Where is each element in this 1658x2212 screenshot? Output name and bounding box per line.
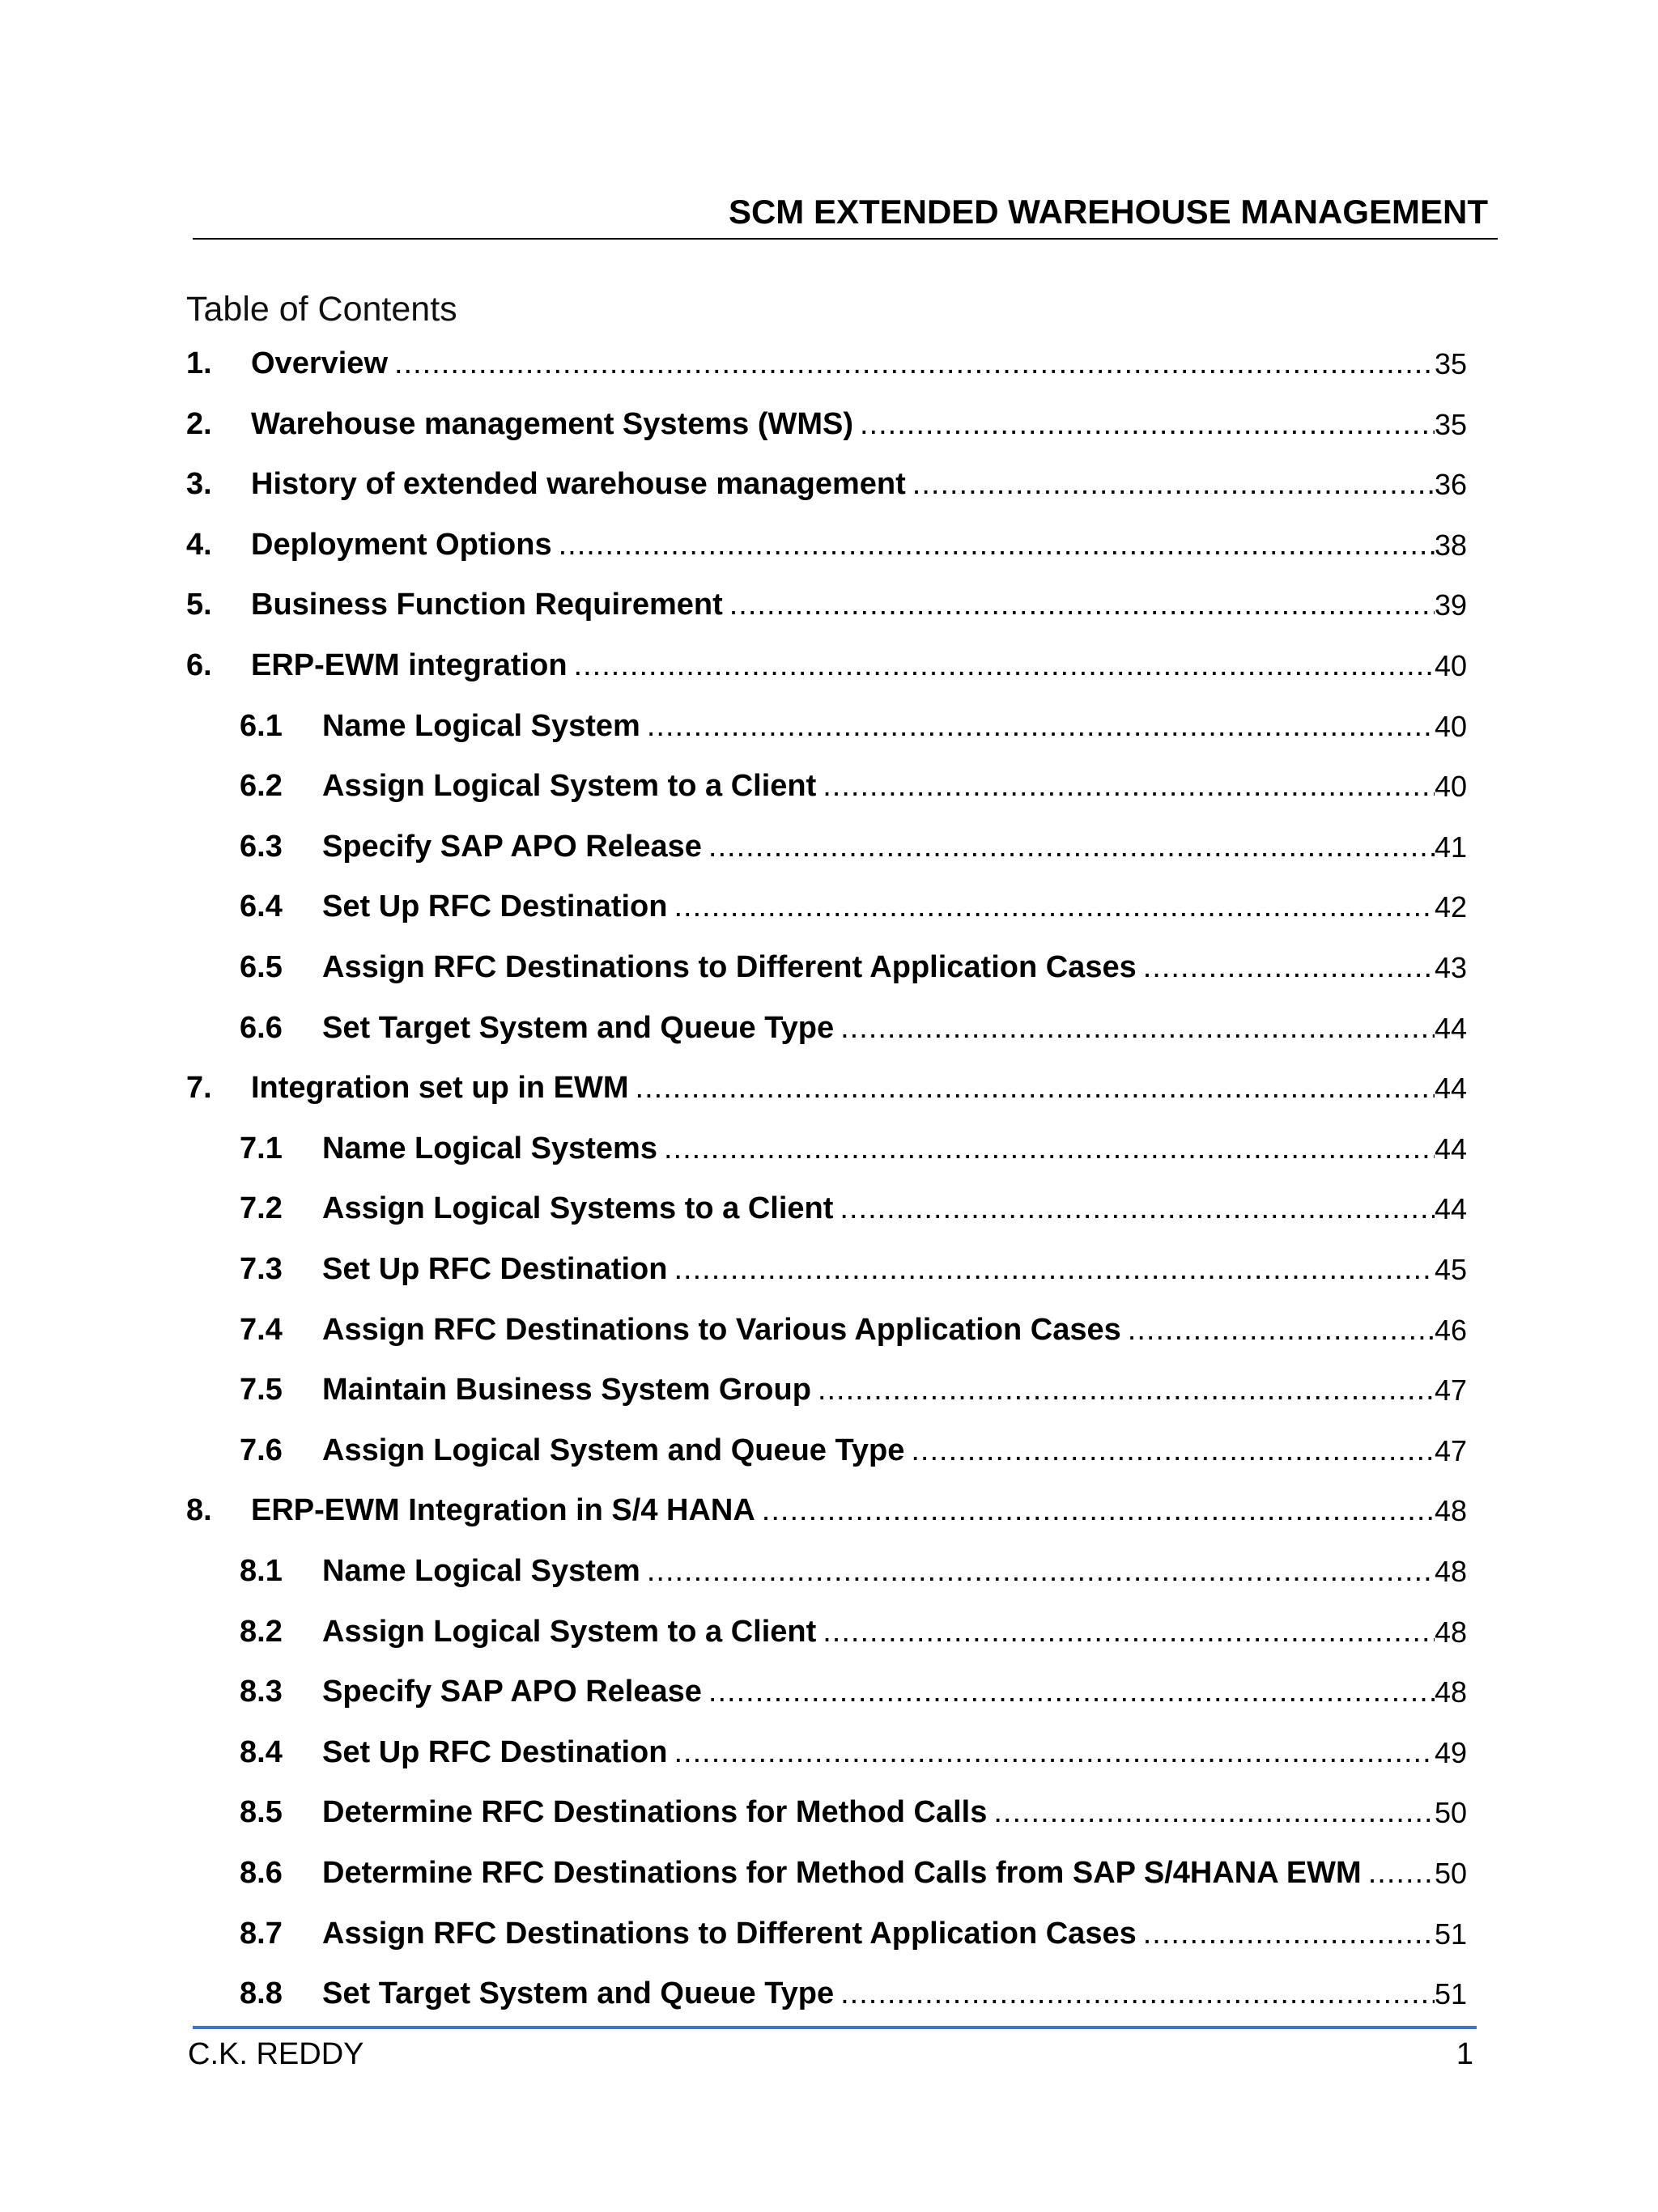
toc-entry-number: 3.: [186, 467, 212, 501]
toc-entry[interactable]: [240, 1719, 1467, 1768]
toc-entry-number: 5.: [186, 588, 212, 622]
toc-entry-page: 44: [1434, 1192, 1467, 1225]
toc-entry-page: 46: [1434, 1314, 1467, 1347]
toc-entry-title: Assign RFC Destinations to Different Application Cases: [322, 950, 1137, 984]
toc-entry-number: 7.6: [240, 1433, 283, 1467]
toc-entry-page: 47: [1434, 1373, 1467, 1407]
toc-entry-number: 8.2: [240, 1615, 283, 1649]
toc-dot-leader: [574, 650, 1435, 681]
toc-entry-page: 36: [1434, 468, 1467, 501]
toc-entry-number: 6.6: [240, 1011, 283, 1045]
toc-entry[interactable]: [240, 1236, 1467, 1284]
toc-entry[interactable]: [186, 1055, 1467, 1103]
toc-dot-leader: [818, 1374, 1435, 1405]
toc-dot-leader: [840, 1978, 1435, 2009]
toc-entry[interactable]: [240, 1417, 1467, 1466]
toc-entry-page: 38: [1434, 529, 1467, 562]
toc-dot-leader: [1143, 1918, 1435, 1949]
toc-dot-leader: [559, 529, 1435, 560]
toc-entry-number: 2.: [186, 407, 212, 441]
toc-entry-number: 8.1: [240, 1554, 283, 1588]
toc-entry-page: 49: [1434, 1736, 1467, 1769]
toc-entry-title: Specify SAP APO Release: [322, 830, 702, 864]
toc-entry-page: 48: [1434, 1555, 1467, 1588]
toc-entry-number: 6.3: [240, 830, 283, 864]
toc-dot-leader: [708, 831, 1435, 862]
toc-entry-title: Name Logical System: [322, 709, 640, 743]
toc-dot-leader: [840, 1193, 1435, 1224]
toc-entry-title: Assign RFC Destinations to Different Application Cases: [322, 1917, 1137, 1951]
toc-entry[interactable]: [186, 391, 1467, 439]
toc-entry-page: 45: [1434, 1253, 1467, 1286]
toc-dot-leader: [912, 469, 1435, 499]
toc-dot-leader: [823, 1616, 1435, 1647]
toc-entry-number: 7.1: [240, 1131, 283, 1165]
toc-entry-title: Specify SAP APO Release: [322, 1675, 702, 1709]
toc-dot-leader: [647, 1556, 1435, 1586]
toc-entry-title: Overview: [251, 346, 388, 380]
toc-entry-number: 7.: [186, 1071, 212, 1105]
toc-entry[interactable]: [240, 813, 1467, 862]
toc-entry-page: 40: [1434, 649, 1467, 682]
toc-entry-page: 44: [1434, 1012, 1467, 1045]
toc-entry-page: 43: [1434, 951, 1467, 984]
toc-dot-leader: [1128, 1314, 1435, 1345]
toc-dot-leader: [1143, 952, 1435, 983]
toc-entry-number: 8.7: [240, 1917, 283, 1951]
footer-divider: [193, 2026, 1477, 2029]
toc-entry-page: 35: [1434, 347, 1467, 380]
toc-entry[interactable]: [240, 1840, 1467, 1888]
toc-entry-title: ERP-EWM Integration in S/4 HANA: [251, 1493, 755, 1527]
toc-entry-title: Set Up RFC Destination: [322, 889, 668, 923]
toc-entry-number: 7.3: [240, 1252, 283, 1286]
toc-dot-leader: [1368, 1857, 1435, 1888]
toc-entry-page: 39: [1434, 588, 1467, 622]
toc-entry[interactable]: [186, 571, 1467, 620]
toc-entry-page: 44: [1434, 1072, 1467, 1105]
toc-entry-number: 1.: [186, 346, 212, 380]
toc-entry-title: ERP-EWM integration: [251, 648, 568, 682]
toc-entry-title: Set Target System and Queue Type: [322, 1976, 835, 2010]
toc-entry[interactable]: [240, 873, 1467, 922]
toc-entry[interactable]: [240, 693, 1467, 741]
toc-entry-number: 8.8: [240, 1976, 283, 2010]
toc-entry-title: Set Up RFC Destination: [322, 1252, 668, 1286]
toc-entry-number: 4.: [186, 528, 212, 562]
toc-entry-title: Warehouse management Systems (WMS): [251, 407, 853, 441]
toc-entry-number: 6.2: [240, 769, 283, 803]
toc-dot-leader: [647, 711, 1435, 741]
toc-entry-number: 8.5: [240, 1795, 283, 1829]
toc-heading: Table of Contents: [186, 290, 457, 329]
footer-author: C.K. REDDY: [188, 2037, 364, 2071]
toc-entry[interactable]: [240, 1598, 1467, 1647]
toc-entry-page: 50: [1434, 1857, 1467, 1890]
document-title: SCM EXTENDED WAREHOUSE MANAGEMENT: [728, 193, 1488, 231]
toc-entry-number: 7.5: [240, 1373, 283, 1407]
toc-entry-page: 51: [1434, 1917, 1467, 1951]
toc-entry-number: 6.: [186, 648, 212, 682]
toc-entry-title: Assign Logical System to a Client: [322, 1615, 817, 1649]
toc-entry-page: 48: [1434, 1675, 1467, 1709]
toc-dot-leader: [394, 348, 1435, 379]
toc-entry[interactable]: [240, 1297, 1467, 1345]
toc-entry-number: 8.: [186, 1493, 212, 1527]
toc-entry-number: 7.2: [240, 1191, 283, 1225]
toc-entry-title: Determine RFC Destinations for Method Calls: [322, 1795, 988, 1829]
toc-dot-leader: [762, 1495, 1435, 1526]
toc-entry-title: Business Function Requirement: [251, 588, 723, 622]
toc-entry-number: 6.1: [240, 709, 283, 743]
toc-entry-number: 6.4: [240, 889, 283, 923]
toc-entry[interactable]: [240, 753, 1467, 801]
toc-entry-number: 8.6: [240, 1856, 283, 1890]
toc-entry-title: Integration set up in EWM: [251, 1071, 629, 1105]
toc-entry-title: Maintain Business System Group: [322, 1373, 811, 1407]
toc-entry[interactable]: [240, 1538, 1467, 1586]
toc-entry[interactable]: [186, 1477, 1467, 1526]
toc-entry[interactable]: [240, 1356, 1467, 1405]
toc-dot-leader: [993, 1797, 1435, 1828]
footer-page-number: 1: [1456, 2037, 1473, 2071]
toc-entry-title: Determine RFC Destinations for Method Calls from SAP S/4HANA EWM: [322, 1856, 1362, 1890]
toc-entry-page: 48: [1434, 1615, 1467, 1649]
toc-dot-leader: [664, 1133, 1435, 1164]
toc-entry[interactable]: [186, 330, 1467, 379]
toc-entry-number: 8.3: [240, 1675, 283, 1709]
toc-entry-page: 42: [1434, 890, 1467, 923]
toc-entry-page: 47: [1434, 1434, 1467, 1467]
toc-entry-number: 6.5: [240, 950, 283, 984]
toc-entry-title: History of extended warehouse management: [251, 467, 906, 501]
toc-entry-page: 40: [1434, 770, 1467, 803]
toc-entry-title: Deployment Options: [251, 528, 552, 562]
toc-entry-title: Assign Logical System to a Client: [322, 769, 817, 803]
toc-entry-title: Set Up RFC Destination: [322, 1735, 668, 1769]
toc-entry-title: Assign Logical System and Queue Type: [322, 1433, 905, 1467]
toc-entry-page: 51: [1434, 1977, 1467, 2010]
toc-entry[interactable]: [240, 934, 1467, 983]
toc-dot-leader: [708, 1676, 1435, 1707]
toc-entry-number: 8.4: [240, 1735, 283, 1769]
toc-entry-page: 50: [1434, 1796, 1467, 1829]
toc-dot-leader: [840, 1013, 1435, 1043]
toc-entry-page: 41: [1434, 830, 1467, 864]
toc-dot-leader: [674, 1254, 1434, 1284]
toc-dot-leader: [729, 589, 1435, 620]
toc-entry[interactable]: [240, 1900, 1467, 1949]
toc-entry[interactable]: [240, 1960, 1467, 2009]
toc-dot-leader: [674, 891, 1434, 922]
toc-dot-leader: [823, 771, 1435, 801]
toc-entry-title: Set Target System and Queue Type: [322, 1011, 835, 1045]
toc-entry[interactable]: [240, 1175, 1467, 1224]
toc-entry-page: 48: [1434, 1494, 1467, 1527]
toc-entry[interactable]: [186, 451, 1467, 499]
toc-entry-page: 44: [1434, 1132, 1467, 1165]
toc-entry[interactable]: [240, 995, 1467, 1043]
toc-entry[interactable]: [240, 1658, 1467, 1707]
toc-dot-leader: [636, 1072, 1435, 1103]
toc-entry-title: Name Logical Systems: [322, 1131, 657, 1165]
toc-dot-leader: [860, 409, 1435, 439]
toc-entry-page: 35: [1434, 408, 1467, 441]
toc-dot-leader: [674, 1737, 1434, 1768]
toc-entry-title: Assign RFC Destinations to Various Application Cases: [322, 1313, 1121, 1347]
toc-entry-page: 40: [1434, 710, 1467, 743]
toc-entry[interactable]: [186, 512, 1467, 560]
toc-entry[interactable]: [240, 1115, 1467, 1164]
toc-entry-title: Name Logical System: [322, 1554, 640, 1588]
toc-entry[interactable]: [240, 1779, 1467, 1828]
toc-entry-number: 7.4: [240, 1313, 283, 1347]
toc-entry[interactable]: [186, 632, 1467, 681]
toc-dot-leader: [911, 1435, 1435, 1466]
toc-entry-title: Assign Logical Systems to a Client: [322, 1191, 834, 1225]
